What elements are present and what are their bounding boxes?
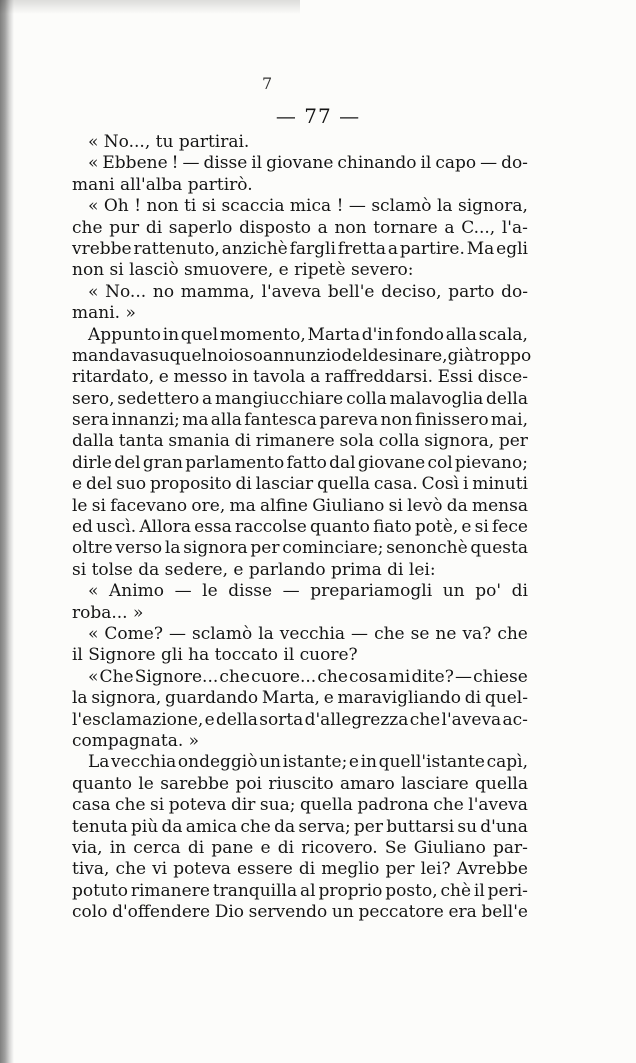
text-line: mani. » <box>72 303 136 324</box>
text-line: « No..., tu partirai. <box>88 132 250 152</box>
text-line: quanto le sarebbe poi riuscito amaro lasciare quella <box>72 773 528 794</box>
text-line: mandava su quel noioso annunzio del desinare, già troppo <box>72 345 532 366</box>
text-line: dalla tanta smania di rimanere sola colla signora, per <box>72 431 528 452</box>
page-edge-shadow <box>0 0 14 1063</box>
text-line: non si lasciò smuovere, e ripetè severo: <box>72 260 414 281</box>
text-line: sero, sedettero a mangiucchiare colla malavoglia della <box>72 388 528 409</box>
text-line: la signora, guardando Marta, e maravigliando di quel- <box>72 688 528 709</box>
text-line: sera innanzi; ma alla fantesca pareva non finissero mai, <box>72 410 528 431</box>
text-line: colo d'offendere Dio servendo un peccatore era bell'e <box>72 902 528 923</box>
text-line: « Come? — sclamò la vecchia — che se ne va? che <box>88 623 528 644</box>
stray-mark: 7 <box>262 74 273 93</box>
text-line: casa che si poteva dir sua; quella padrona che l'aveva <box>72 795 528 816</box>
text-line: via, in cerca di pane e di ricovero. Se Giuliano par- <box>72 837 528 858</box>
text-line: il Signore gli ha toccato il cuore? <box>72 645 358 666</box>
text-line: ed uscì. Allora essa raccolse quanto fiato potè, e si fece <box>72 517 528 538</box>
text-line: « Animo — le disse — prepariamogli un po' di <box>88 581 528 602</box>
text-line: le si facevano ore, ma alfine Giuliano si levò da mensa <box>72 495 528 516</box>
top-edge-shadow <box>0 0 300 14</box>
text-line: Appunto in quel momento, Marta d'in fondo alla scala, <box>88 324 528 345</box>
text-line: « No... no mamma, l'aveva bell'e deciso, parto do- <box>88 281 528 302</box>
text-line: « Ebbene ! — disse il giovane chinando il capo — do- <box>88 153 528 174</box>
text-line: l'esclamazione, e della sorta d'allegrezza che l'aveva ac- <box>72 709 528 730</box>
text-line: mani all'alba partirò. <box>72 174 253 195</box>
text-line: vrebbe rattenuto, anzichè fargli fretta a partire. Ma egli <box>72 238 528 259</box>
text-line: e del suo proposito di lasciar quella casa. Così i minuti <box>72 474 528 495</box>
text-line: tiva, che vi poteva essere di meglio per lei? Avrebbe <box>72 859 528 880</box>
body-text <box>72 132 532 923</box>
text-line: La vecchia ondeggiò un istante; e in quell'istante capì, <box>88 752 528 773</box>
text-line: compagnata. » <box>72 730 200 751</box>
text-line: dirle del gran parlamento fatto dal giovane col pievano; <box>72 452 528 473</box>
text-line: si tolse da sedere, e parlando prima di lei: <box>72 559 436 580</box>
page-number: — 77 — <box>275 104 361 128</box>
text-line: che pur di saperlo disposto a non tornare a C..., l'a- <box>72 217 528 238</box>
text-line: tenuta più da amica che da serva; per buttarsi su d'una <box>72 816 528 837</box>
text-line: oltre verso la signora per cominciare; senonchè questa <box>72 538 528 559</box>
text-line: potuto rimanere tranquilla al proprio posto, chè il peri- <box>72 880 528 901</box>
text-line: « Oh ! non ti si scaccia mica ! — sclamò la signora, <box>88 196 528 217</box>
text-line: roba... » <box>72 602 144 623</box>
text-line: « Che Signore... che cuore... che cosa mi dite? — chiese <box>88 666 528 687</box>
text-line: ritardato, e messo in tavola a raffreddarsi. Essi disce- <box>72 367 528 388</box>
